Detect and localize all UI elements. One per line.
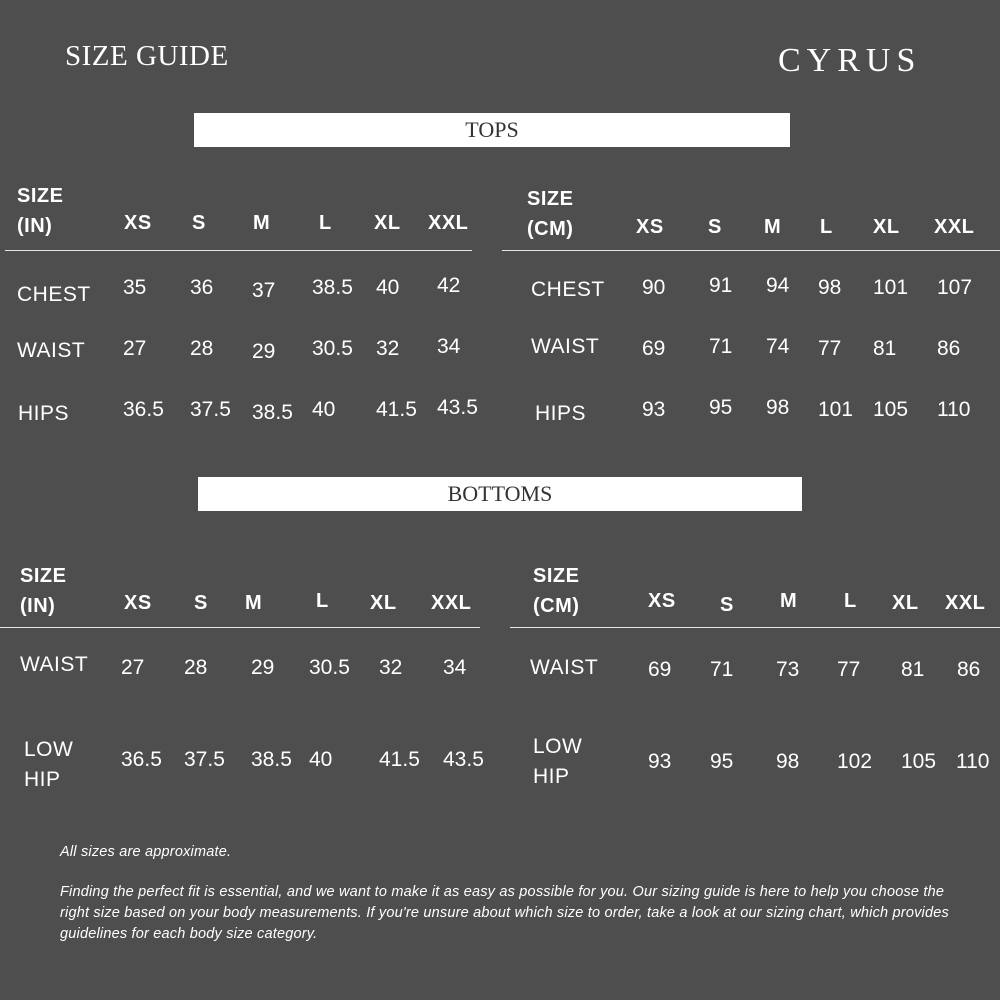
size-col-header: XS: [124, 212, 152, 234]
table-cell: 86: [937, 337, 961, 360]
table-cell: 36: [190, 276, 214, 299]
row-label-chest: CHEST: [531, 278, 605, 301]
size-col-header: L: [844, 590, 857, 612]
unit-header: (IN): [17, 215, 53, 237]
bottoms-banner: BOTTOMS: [198, 477, 802, 511]
table-cell: 36.5: [121, 748, 162, 771]
table-cell: 71: [709, 335, 733, 358]
table-cell: 34: [437, 335, 461, 358]
table-cell: 32: [379, 656, 403, 679]
table-cell: 36.5: [123, 398, 164, 421]
table-cell: 98: [776, 750, 800, 773]
table-cell: 101: [873, 276, 909, 299]
header-divider: [510, 627, 1000, 628]
table-cell: 27: [123, 337, 147, 360]
table-cell: 29: [251, 656, 275, 679]
table-cell: 37.5: [184, 748, 225, 771]
table-cell: 28: [190, 337, 214, 360]
table-cell: 91: [709, 274, 733, 297]
row-label-low-hip: HIP: [24, 768, 61, 791]
table-cell: 110: [937, 398, 971, 421]
notes: [60, 842, 960, 964]
table-cell: 102: [837, 750, 873, 773]
size-col-header: XL: [873, 216, 900, 238]
row-label-waist: WAIST: [20, 653, 89, 676]
table-cell: 40: [309, 748, 333, 771]
table-cell: 42: [437, 274, 461, 297]
size-col-header: S: [720, 594, 734, 616]
size-col-header: XS: [648, 590, 676, 612]
table-cell: 29: [252, 340, 276, 363]
table-cell: 27: [121, 656, 145, 679]
size-col-header: XXL: [934, 216, 975, 238]
unit-header: (CM): [527, 218, 574, 240]
table-cell: 71: [710, 658, 734, 681]
table-cell: 90: [642, 276, 666, 299]
size-col-header: XXL: [431, 592, 472, 614]
table-cell: 105: [901, 750, 937, 773]
row-label-low-hip: LOW: [533, 735, 583, 758]
table-cell: 38.5: [251, 748, 292, 771]
table-cell: 101: [818, 398, 854, 421]
tops-banner: TOPS: [194, 113, 790, 147]
table-cell: 41.5: [376, 398, 417, 421]
size-col-header: L: [316, 590, 329, 612]
row-label-low-hip: HIP: [533, 765, 570, 788]
row-label-low-hip: LOW: [24, 738, 74, 761]
table-cell: 86: [957, 658, 981, 681]
table-cell: 28: [184, 656, 208, 679]
table-cell: 95: [710, 750, 734, 773]
row-label-waist: WAIST: [17, 339, 86, 362]
table-cell: 38.5: [312, 276, 353, 299]
table-cell: 93: [642, 398, 666, 421]
table-cell: 37: [252, 279, 276, 302]
size-col-header: S: [194, 592, 208, 614]
size-col-header: M: [253, 212, 271, 234]
size-col-header: XXL: [428, 212, 469, 234]
size-col-header: M: [780, 590, 798, 612]
table-cell: 73: [776, 658, 800, 681]
size-col-header: S: [192, 212, 206, 234]
size-header: SIZE: [527, 188, 574, 210]
size-col-header: XS: [636, 216, 664, 238]
table-cell: 93: [648, 750, 672, 773]
size-header: SIZE: [533, 565, 580, 587]
table-cell: 30.5: [312, 337, 353, 360]
size-col-header: XL: [370, 592, 397, 614]
page-title: SIZE GUIDE: [65, 40, 229, 72]
size-col-header: XL: [892, 592, 919, 614]
unit-header: (CM): [533, 595, 580, 617]
table-cell: 41.5: [379, 748, 420, 771]
table-cell: 107: [937, 276, 973, 299]
table-cell: 38.5: [252, 401, 293, 424]
table-cell: 43.5: [437, 396, 478, 419]
size-header: SIZE: [17, 185, 64, 207]
table-cell: 32: [376, 337, 400, 360]
table-cell: 69: [648, 658, 672, 681]
table-cell: 77: [818, 337, 842, 360]
table-cell: 43.5: [443, 748, 484, 771]
table-cell: 105: [873, 398, 909, 421]
table-cell: 34: [443, 656, 467, 679]
fit-description: Finding the perfect fit is essential, and we want to make it as easy as possible for you. Our sizing guide is here to help you choose the right size based on your body measurements. If you're unsure about which size to order, take a look at our sizing chart, which provides guidelines for each body size category.: [60, 884, 949, 942]
row-label-waist: WAIST: [530, 656, 599, 679]
size-col-header: XS: [124, 592, 152, 614]
row-label-hips: HIPS: [535, 402, 587, 425]
brand-logo: CYRUS: [778, 42, 922, 79]
row-label-hips: HIPS: [18, 402, 70, 425]
row-label-waist: WAIST: [531, 335, 600, 358]
table-cell: 98: [766, 396, 790, 419]
table-cell: 95: [709, 396, 733, 419]
table-cell: 74: [766, 335, 790, 358]
table-cell: 30.5: [309, 656, 350, 679]
table-cell: 40: [312, 398, 336, 421]
size-col-header: XXL: [945, 592, 986, 614]
size-header: SIZE: [20, 565, 67, 587]
table-cell: 77: [837, 658, 861, 681]
header-divider: [0, 627, 480, 628]
table-cell: 98: [818, 276, 842, 299]
approx-note: All sizes are approximate.: [60, 844, 232, 860]
table-cell: 81: [901, 658, 925, 681]
header-divider: [5, 250, 472, 251]
table-cell: 40: [376, 276, 400, 299]
table-cell: 94: [766, 274, 790, 297]
table-cell: 35: [123, 276, 147, 299]
size-col-header: M: [245, 592, 263, 614]
row-label-chest: CHEST: [17, 283, 91, 306]
table-cell: 37.5: [190, 398, 231, 421]
table-cell: 69: [642, 337, 666, 360]
table-cell: 81: [873, 337, 897, 360]
unit-header: (IN): [20, 595, 56, 617]
size-col-header: L: [319, 212, 332, 234]
size-col-header: XL: [374, 212, 401, 234]
size-col-header: S: [708, 216, 722, 238]
table-cell: 110: [956, 750, 990, 773]
header-divider: [502, 250, 1000, 251]
size-col-header: L: [820, 216, 833, 238]
size-col-header: M: [764, 216, 782, 238]
